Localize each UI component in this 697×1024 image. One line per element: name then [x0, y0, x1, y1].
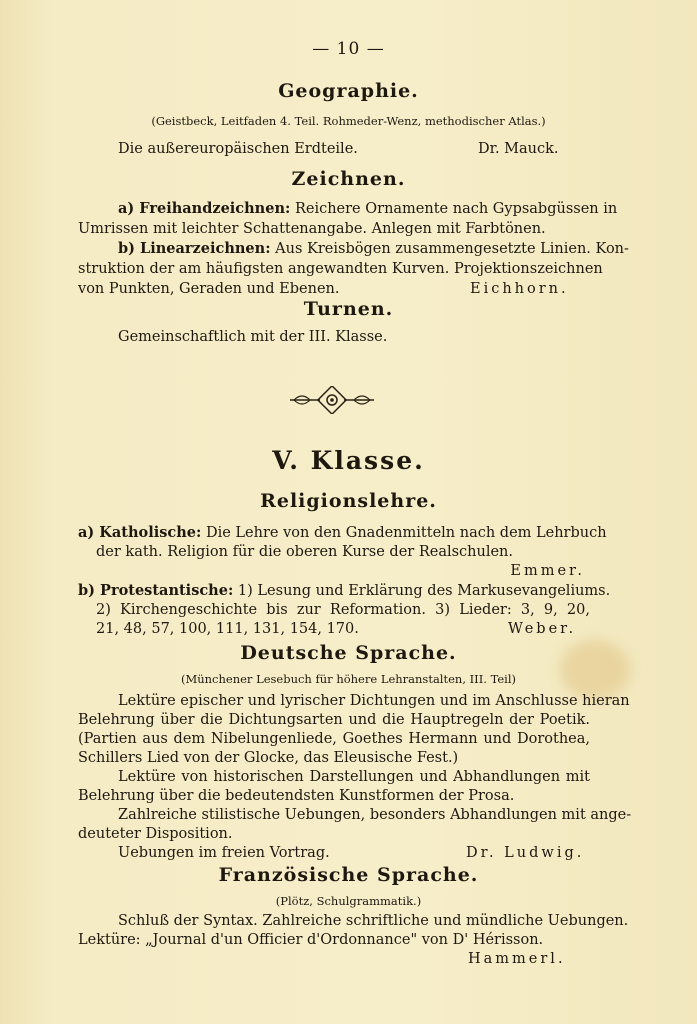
- turnen-text: Gemeinschaftlich mit der III. Klasse.: [118, 329, 388, 345]
- franzoesisch-line2: Lektüre: „Journal d'un Officier d'Ordonnance" von D' Hérisson.: [78, 932, 544, 948]
- deutsch-line5: Lektüre von historischen Darstellungen und Abhandlungen mit: [118, 769, 590, 785]
- geographie-topic: Die außereuropäischen Erdteile.: [118, 141, 358, 157]
- religion-a-label: a) Katholische:: [78, 524, 202, 541]
- deutsch-line4: Schillers Lied von der Glocke, das Eleusische Fest.): [78, 750, 459, 766]
- zeichnen-a-line1: [118, 200, 618, 218]
- source-franzoesisch: (Plötz, Schulgrammatik.): [275, 894, 422, 908]
- zeichnen-b-line1: [118, 240, 629, 258]
- franzoesisch-line1: Schluß der Syntax. Zahlreiche schriftliche und mündliche Uebungen.: [118, 913, 629, 929]
- ornament-divider-icon: [290, 386, 374, 414]
- source-deutsch: (Münchener Lesebuch für höhere Lehranstalten, III. Teil): [180, 672, 516, 686]
- religion-b-line3: 21, 48, 57, 100, 111, 131, 154, 170.: [96, 621, 359, 637]
- heading-klasse: V. Klasse.: [272, 446, 425, 475]
- zeichnen-b-text1: Aus Kreisbögen zusammengesetzte Linien. Kon-: [275, 241, 629, 257]
- deutsch-line7: Zahlreiche stilistische Uebungen, besonders Abhandlungen mit ange-: [118, 807, 632, 823]
- religion-b-line2: 2) Kirchengeschichte bis zur Reformation. 3) Lieder: 3, 9, 20,: [96, 602, 590, 618]
- deutsch-line2: Belehrung über die Dichtungsarten und die Hauptregeln der Poetik.: [78, 712, 590, 728]
- geographie-teacher: Dr. Mauck.: [478, 141, 559, 157]
- zeichnen-teacher: Eichhorn.: [470, 281, 569, 297]
- religion-a-teacher: Emmer.: [510, 563, 585, 579]
- heading-zeichnen: Zeichnen.: [291, 168, 406, 190]
- religion-b-text1: 1) Lesung und Erklärung des Markusevangeliums.: [237, 583, 611, 599]
- deutsch-line3: (Partien aus dem Nibelungenliede, Goethes Hermann und Dorothea,: [78, 731, 590, 747]
- zeichnen-a-label: a) Freihandzeichnen:: [118, 200, 291, 217]
- zeichnen-b-label: b) Linearzeichnen:: [118, 240, 271, 257]
- zeichnen-a-text1: Reichere Ornamente nach Gypsabgüssen in: [294, 201, 618, 217]
- deutsch-line8: deuteter Disposition.: [78, 826, 233, 842]
- religion-a-line2: der kath. Religion für die oberen Kurse der Realschulen.: [96, 544, 514, 560]
- page-number: — 10 —: [312, 39, 385, 59]
- source-geographie: (Geistbeck, Leitfaden 4. Teil. Rohmeder-Wenz, methodischer Atlas.): [151, 114, 546, 128]
- heading-geographie: Geographie.: [278, 80, 419, 102]
- heading-turnen: Turnen.: [303, 298, 394, 320]
- religion-b-teacher: Weber.: [508, 621, 577, 637]
- deutsch-teacher: Dr. Ludwig.: [466, 845, 585, 861]
- zeichnen-b-line2: struktion der am häufigsten angewandten Kurven. Projektionszeichnen: [78, 261, 603, 277]
- religion-b-label: b) Protestantische:: [78, 582, 234, 599]
- zeichnen-b-line3: von Punkten, Geraden und Ebenen.: [78, 281, 340, 297]
- religion-a-text1: Die Lehre von den Gnadenmitteln nach dem Lehrbuch: [205, 525, 607, 541]
- deutsch-line9: Uebungen im freien Vortrag.: [118, 845, 330, 861]
- heading-deutsch: Deutsche Sprache.: [240, 642, 457, 664]
- religion-b-line1: [78, 582, 611, 600]
- zeichnen-a-line2: Umrissen mit leichter Schattenangabe. Anlegen mit Farbtönen.: [78, 221, 546, 237]
- heading-franzoesisch: Französische Sprache.: [218, 864, 479, 886]
- deutsch-line1: Lektüre epischer und lyrischer Dichtungen und im Anschlusse hieran: [118, 693, 630, 709]
- franzoesisch-teacher: Hammerl.: [468, 951, 566, 967]
- religion-a-line1: [78, 524, 607, 542]
- heading-religionslehre: Religionslehre.: [260, 490, 437, 512]
- deutsch-line6: Belehrung über die bedeutendsten Kunstformen der Prosa.: [78, 788, 515, 804]
